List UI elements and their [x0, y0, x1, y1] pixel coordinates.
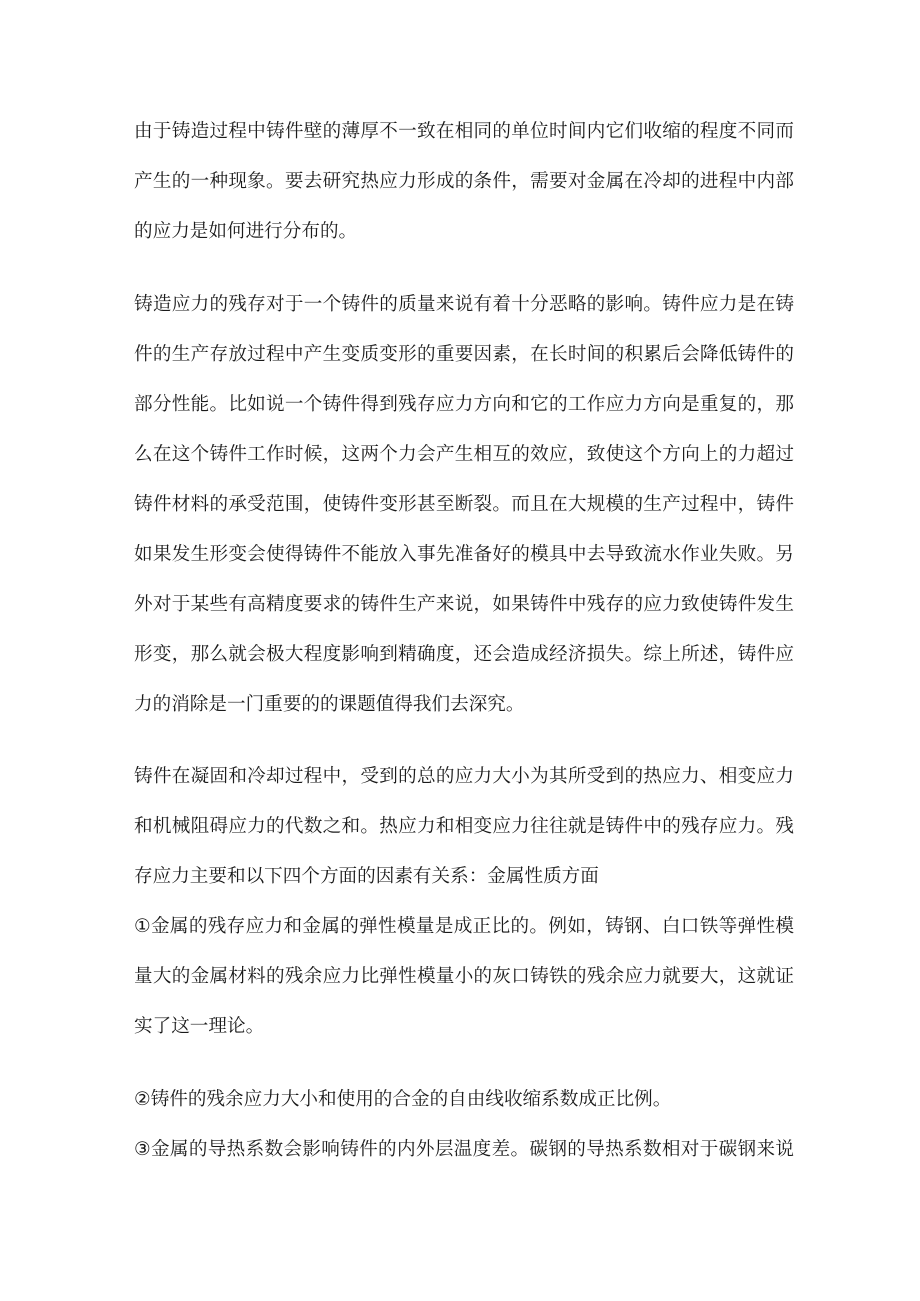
paragraph-2-line-9: 力的消除是一门重要的的课题值得我们去深究。 — [134, 694, 525, 715]
paragraph-2-line-5: 铸件材料的承受范围，使铸件变形甚至断裂。而且在大规模的生产过程中，铸件 — [134, 494, 794, 515]
paragraph-1-line-1: 由于铸造过程中铸件壁的薄厚不一致在相同的单位时间内它们收缩的程度不同而 — [134, 121, 794, 142]
paragraph-2-line-1: 铸造应力的残存对于一个铸件的质量来说有着十分恶略的影响。铸件应力是在铸 — [134, 294, 794, 315]
paragraph-2-line-2: 件的生产存放过程中产生变质变形的重要因素，在长时间的积累后会降低铸件的 — [134, 344, 794, 365]
paragraph-3-line-1: 铸件在凝固和冷却过程中，受到的总的应力大小为其所受到的热应力、相变应力 — [134, 766, 794, 787]
paragraph-5-line-1: ②铸件的残余应力大小和使用的合金的自由线收缩系数成正比例。 — [134, 1089, 672, 1110]
paragraph-1-line-2: 产生的一种现象。要去研究热应力形成的条件，需要对金属在冷却的进程中内部 — [134, 171, 794, 192]
paragraph-2-line-7: 外对于某些有高精度要求的铸件生产来说，如果铸件中残存的应力致使铸件发生 — [134, 594, 794, 615]
paragraph-4-line-1: ①金属的残存应力和金属的弹性模量是成正比的。例如，铸钢、白口铁等弹性模 — [134, 916, 794, 937]
paragraph-3-line-3: 存应力主要和以下四个方面的因素有关系：金属性质方面 — [134, 866, 599, 887]
paragraph-4-line-2: 量大的金属材料的残余应力比弹性模量小的灰口铸铁的残余应力就要大，这就证 — [134, 966, 794, 987]
paragraph-2-line-6: 如果发生形变会使得铸件不能放入事先准备好的模具中去导致流水作业失败。另 — [134, 544, 794, 565]
paragraph-2-line-4: 么在这个铸件工作时候，这两个力会产生相互的效应，致使这个方向上的力超过 — [134, 444, 794, 465]
paragraph-1-line-3: 的应力是如何进行分布的。 — [134, 221, 358, 242]
paragraph-2-line-8: 形变，那么就会极大程度影响到精确度，还会造成经济损失。综上所述，铸件应 — [134, 644, 794, 665]
paragraph-6-line-1: ③金属的导热系数会影响铸件的内外层温度差。碳钢的导热系数相对于碳钢来说 — [134, 1139, 794, 1160]
paragraph-2-line-3: 部分性能。比如说一个铸件得到残存应力方向和它的工作应力方向是重复的，那 — [134, 394, 794, 415]
paragraph-3-line-2: 和机械阻碍应力的代数之和。热应力和相变应力往往就是铸件中的残存应力。残 — [134, 816, 794, 837]
paragraph-4-line-3: 实了这一理论。 — [134, 1016, 265, 1037]
